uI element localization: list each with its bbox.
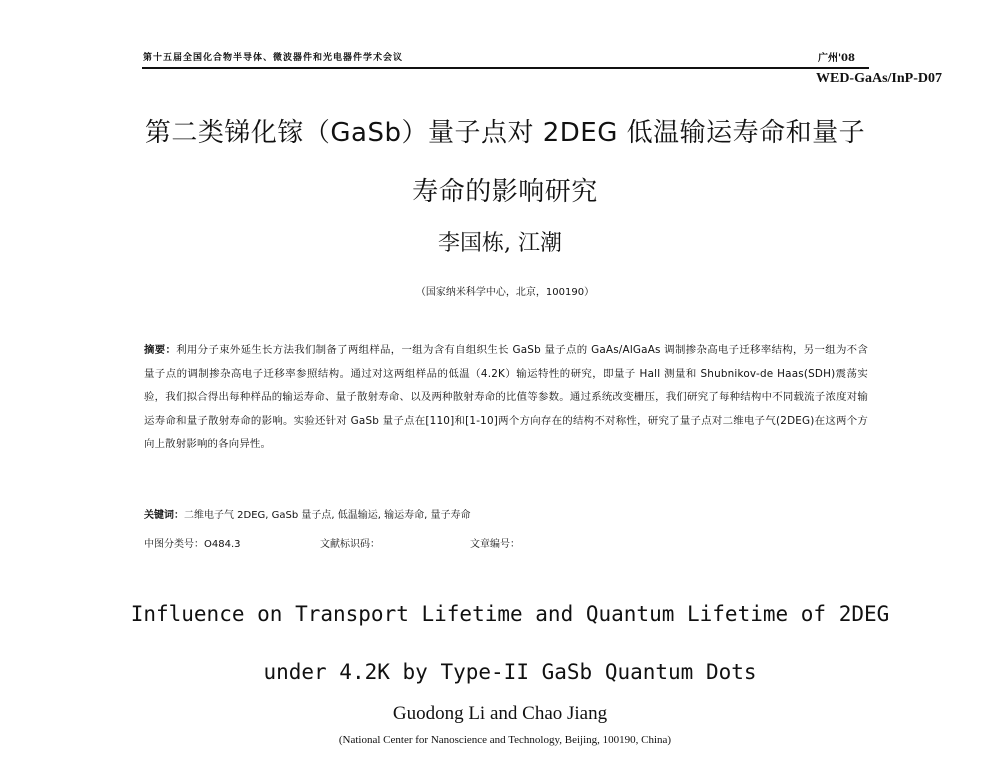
title-en-line1: Influence on Transport Lifetime and Quantum Lifetime of 2DEG	[130, 602, 890, 626]
title-cn-line1: 第二类锑化镓（GaSb）量子点对 2DEG 低温输运寿命和量子	[144, 118, 866, 148]
article-no-label: 文章编号：	[470, 539, 520, 550]
clc-value: O484.3	[204, 539, 241, 550]
conference-header: 第十五届全国化合物半导体、微波器件和光电器件学术会议	[143, 53, 404, 63]
document-code	[320, 538, 380, 552]
abstract	[144, 339, 868, 457]
clc-label: 中图分类号：	[144, 539, 204, 550]
title-cn-line2: 寿命的影响研究	[412, 177, 598, 207]
keywords-label: 关键词：	[144, 510, 184, 521]
paper-id: WED-GaAs/InP-D07	[815, 71, 942, 86]
keywords	[144, 509, 868, 523]
abstract-text: 利用分子束外延生长方法我们制备了两组样品，一组为含有自组织生长 GaSb 量子点的 GaAs/AlGaAs 调制掺杂高电子迁移率结构，另一组为不含量子点的调制掺杂高电子迁移率参照结构。通过对这两组样品的低温（4.2K）输运特性的研究，即量子 Hall 测量和 Shubnikov-de Haas(SDH)震荡实验，我们拟合得出每种样品的输运寿命、量子散射寿命、以及两种散射寿命的比值等参数。通过系统改变栅压，我们研究了每种结构中不同载流子浓度对输运寿命和量子散射寿命的影响。实验还针对 GaSb 量子点在[110]和[1-10]两个方向存在的结构不对称性，研究了量子点对二维电子气(2DEG)在这两个方向上散射影响的各向异性。	[144, 344, 869, 451]
clc-number	[144, 538, 241, 552]
affiliation-cn: （国家纳米科学中心，北京，100190）	[415, 287, 595, 298]
header-rule	[142, 67, 869, 69]
authors-en: Guodong Li and Chao Jiang	[392, 703, 608, 724]
affiliation-en: (National Center for Nanoscience and Technology, Beijing, 100190, China)	[338, 734, 672, 746]
keywords-text: 二维电子气 2DEG, GaSb 量子点, 低温输运, 输运寿命, 量子寿命	[184, 510, 471, 521]
article-number	[470, 538, 520, 552]
authors-cn: 李国栋, 江潮	[438, 231, 562, 256]
abstract-label: 摘要：	[144, 344, 177, 356]
doc-code-label: 文献标识码：	[320, 539, 380, 550]
venue-header: 广州'08	[818, 53, 855, 64]
title-en-line2: under 4.2K by Type-II GaSb Quantum Dots	[263, 660, 757, 684]
